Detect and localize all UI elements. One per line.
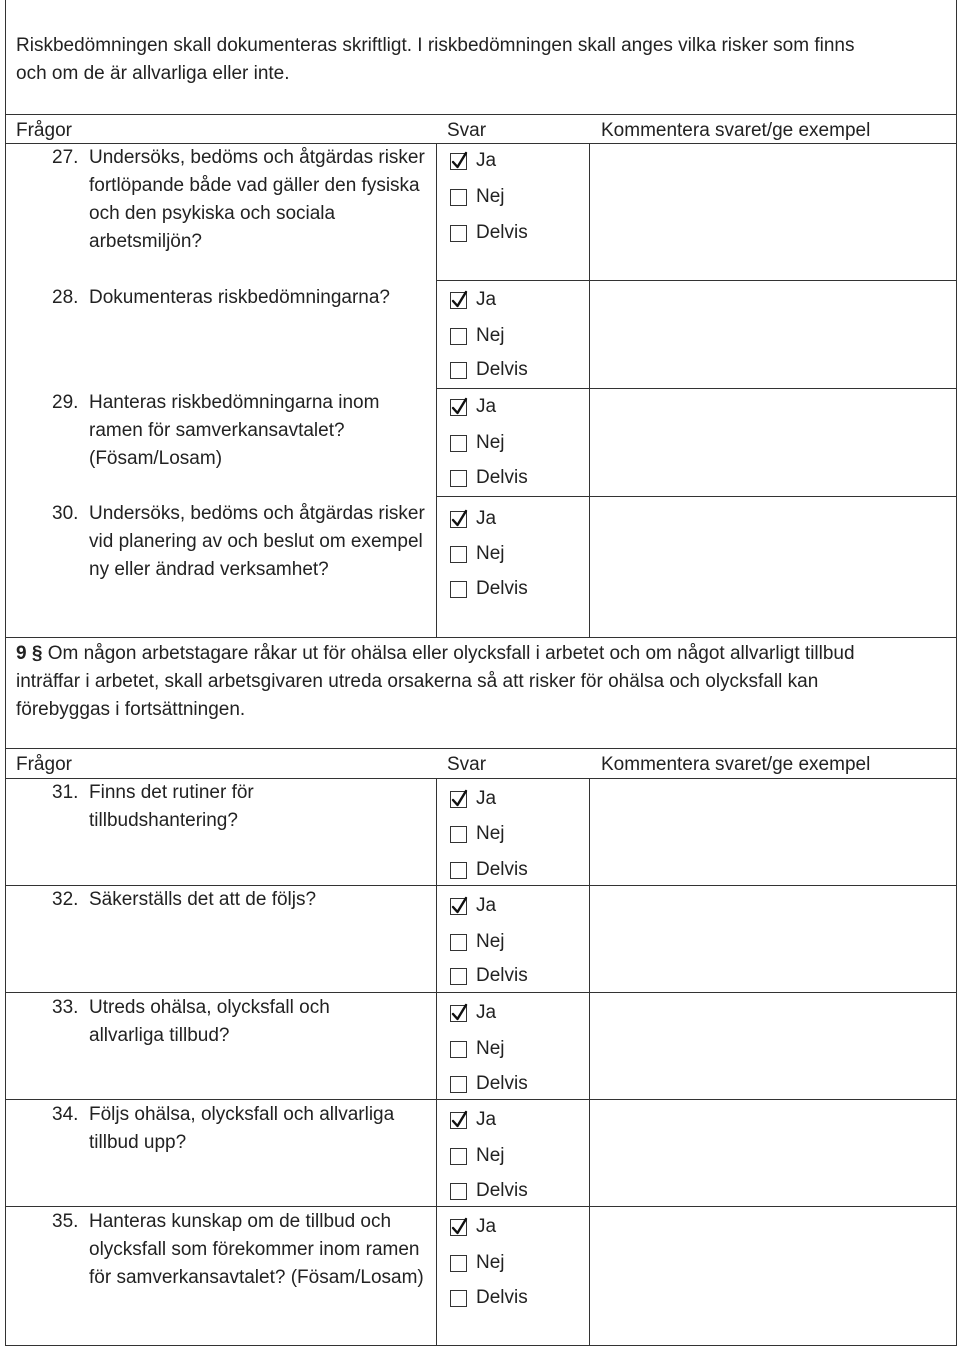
checkbox[interactable]: [450, 189, 467, 206]
checkbox[interactable]: [450, 862, 467, 879]
option-ja[interactable]: [450, 1212, 496, 1242]
option-nej[interactable]: [450, 927, 505, 957]
row-divider: [436, 280, 957, 281]
paragraph-text: Om någon arbetstagare råkar ut för ohälsa eller olycksfall i arbetet och om något allvarligt tillbud: [47, 643, 855, 664]
option-nej[interactable]: [450, 321, 505, 351]
option-label: Delvis: [476, 965, 528, 986]
header-questions: Frågor: [16, 120, 72, 141]
column-divider: [436, 143, 437, 637]
option-nej[interactable]: [450, 428, 505, 458]
checkbox-checked[interactable]: [450, 153, 467, 170]
question-text: Undersöks, bedöms och åtgärdas risker fortlöpande både vad gäller den fysiska och den psykiska och sociala arbetsmiljön?: [89, 147, 425, 252]
option-nej[interactable]: [450, 539, 505, 569]
option-label: Nej: [476, 1145, 505, 1166]
paragraph-9-line3: förebyggas i fortsättningen.: [16, 699, 246, 720]
checkbox[interactable]: [450, 581, 467, 598]
option-delvis[interactable]: [450, 218, 528, 248]
option-delvis[interactable]: [450, 574, 528, 604]
row-divider: [436, 388, 957, 389]
question-text: Dokumenteras riskbedömningarna?: [89, 287, 390, 308]
row-divider: [436, 496, 957, 497]
question-number: 33.: [52, 997, 79, 1018]
checkbox[interactable]: [450, 1290, 467, 1307]
option-label: Ja: [476, 396, 497, 417]
question-number: 34.: [52, 1104, 79, 1125]
option-label: Delvis: [476, 859, 528, 880]
option-label: Nej: [476, 931, 505, 952]
divider: [5, 114, 957, 115]
checkbox[interactable]: [450, 328, 467, 345]
question-number: 27.: [52, 147, 79, 168]
checkbox[interactable]: [450, 546, 467, 563]
divider: [5, 748, 957, 749]
question-text: Utreds ohälsa, olycksfall och allvarliga tillbud?: [89, 997, 330, 1046]
checkbox[interactable]: [450, 1041, 467, 1058]
option-delvis[interactable]: [450, 1069, 528, 1099]
column-divider: [589, 778, 590, 1346]
checkbox-checked[interactable]: [450, 1219, 467, 1236]
paragraph-9-line1: [16, 640, 936, 668]
row-divider: [5, 1099, 957, 1100]
option-nej[interactable]: [450, 1248, 505, 1278]
option-label: Nej: [476, 432, 505, 453]
checkbox[interactable]: [450, 225, 467, 242]
row-divider: [5, 992, 957, 993]
option-ja[interactable]: [450, 504, 496, 534]
checkbox[interactable]: [450, 362, 467, 379]
option-ja[interactable]: [450, 285, 496, 315]
option-label: Delvis: [476, 222, 528, 243]
option-ja[interactable]: [450, 392, 496, 422]
option-label: Ja: [476, 1002, 497, 1023]
checkbox-checked[interactable]: [450, 898, 467, 915]
option-label: Delvis: [476, 359, 528, 380]
option-delvis[interactable]: [450, 1176, 528, 1206]
column-divider: [436, 778, 437, 1346]
option-label: Ja: [476, 788, 497, 809]
option-label: Ja: [476, 895, 497, 916]
option-delvis[interactable]: [450, 961, 528, 991]
option-ja[interactable]: [450, 1105, 496, 1135]
option-label: Ja: [476, 289, 497, 310]
option-label: Ja: [476, 508, 497, 529]
row-divider: [5, 1206, 957, 1207]
checkbox-checked[interactable]: [450, 791, 467, 808]
question-number: 35.: [52, 1211, 79, 1232]
option-ja[interactable]: [450, 784, 496, 814]
divider: [5, 637, 957, 638]
option-ja[interactable]: [450, 998, 496, 1028]
option-label: Ja: [476, 1109, 497, 1130]
option-label: Ja: [476, 1216, 497, 1237]
option-delvis[interactable]: [450, 1283, 528, 1313]
header-comment: Kommentera svaret/ge exempel: [601, 120, 871, 141]
question-text: Säkerställs det att de följs?: [89, 889, 317, 910]
header-answer: Svar: [447, 120, 487, 141]
option-delvis[interactable]: [450, 355, 528, 385]
question-number: 29.: [52, 392, 79, 413]
question-number: 28.: [52, 287, 79, 308]
option-label: Nej: [476, 823, 505, 844]
checkbox[interactable]: [450, 934, 467, 951]
option-ja[interactable]: [450, 891, 496, 921]
question-number: 32.: [52, 889, 79, 910]
option-nej[interactable]: [450, 819, 505, 849]
checkbox[interactable]: [450, 435, 467, 452]
header-answer: Svar: [447, 754, 487, 775]
checkbox-checked[interactable]: [450, 511, 467, 528]
question-number: 30.: [52, 503, 79, 524]
option-ja[interactable]: [450, 146, 496, 176]
option-label: Delvis: [476, 1180, 528, 1201]
header-questions: Frågor: [16, 754, 72, 775]
intro-text-line1: Riskbedömningen skall dokumenteras skriftligt. I riskbedömningen skall anges vilka risker som finns: [16, 35, 855, 56]
column-divider: [589, 143, 590, 637]
option-label: Delvis: [476, 467, 528, 488]
paragraph-label: 9 §: [16, 643, 43, 664]
question-text: Hanteras kunskap om de tillbud och olycksfall som förekommer inom ramen för samverkansavtalet? (Fösam/Losam): [89, 1211, 424, 1288]
option-label: Nej: [476, 186, 505, 207]
option-nej[interactable]: [450, 1141, 505, 1171]
option-label: Nej: [476, 1252, 505, 1273]
option-label: Delvis: [476, 1073, 528, 1094]
checkbox[interactable]: [450, 826, 467, 843]
option-label: Ja: [476, 150, 497, 171]
checkbox-checked[interactable]: [450, 292, 467, 309]
question-text: Finns det rutiner för tillbudshantering?: [89, 782, 254, 831]
option-label: Nej: [476, 1038, 505, 1059]
checkbox[interactable]: [450, 470, 467, 487]
header-comment: Kommentera svaret/ge exempel: [601, 754, 871, 775]
question-text: Hanteras riskbedömningarna inom ramen för samverkansavtalet? (Fösam/Losam): [89, 392, 380, 469]
checkbox[interactable]: [450, 968, 467, 985]
option-label: Nej: [476, 543, 505, 564]
question-number: 31.: [52, 782, 79, 803]
option-label: Delvis: [476, 578, 528, 599]
checkbox[interactable]: [450, 1076, 467, 1093]
option-delvis[interactable]: [450, 855, 528, 885]
intro-text-line2: och om de är allvarliga eller inte.: [16, 63, 290, 84]
option-label: Delvis: [476, 1287, 528, 1308]
option-nej[interactable]: [450, 182, 505, 212]
option-delvis[interactable]: [450, 463, 528, 493]
checkbox[interactable]: [450, 1255, 467, 1272]
option-nej[interactable]: [450, 1034, 505, 1064]
checkbox[interactable]: [450, 1183, 467, 1200]
checkbox[interactable]: [450, 1148, 467, 1165]
checkbox-checked[interactable]: [450, 1005, 467, 1022]
option-label: Nej: [476, 325, 505, 346]
question-text: Följs ohälsa, olycksfall och allvarliga tillbud upp?: [89, 1104, 395, 1153]
checkbox-checked[interactable]: [450, 1112, 467, 1129]
checkbox-checked[interactable]: [450, 399, 467, 416]
question-text: Undersöks, bedöms och åtgärdas risker vid planering av och beslut om exempel ny eller ändrad verksamhet?: [89, 503, 425, 580]
paragraph-9-line2: inträffar i arbetet, skall arbetsgivaren utreda orsakerna så att risker för ohälsa och olycksfall kan: [16, 671, 819, 692]
